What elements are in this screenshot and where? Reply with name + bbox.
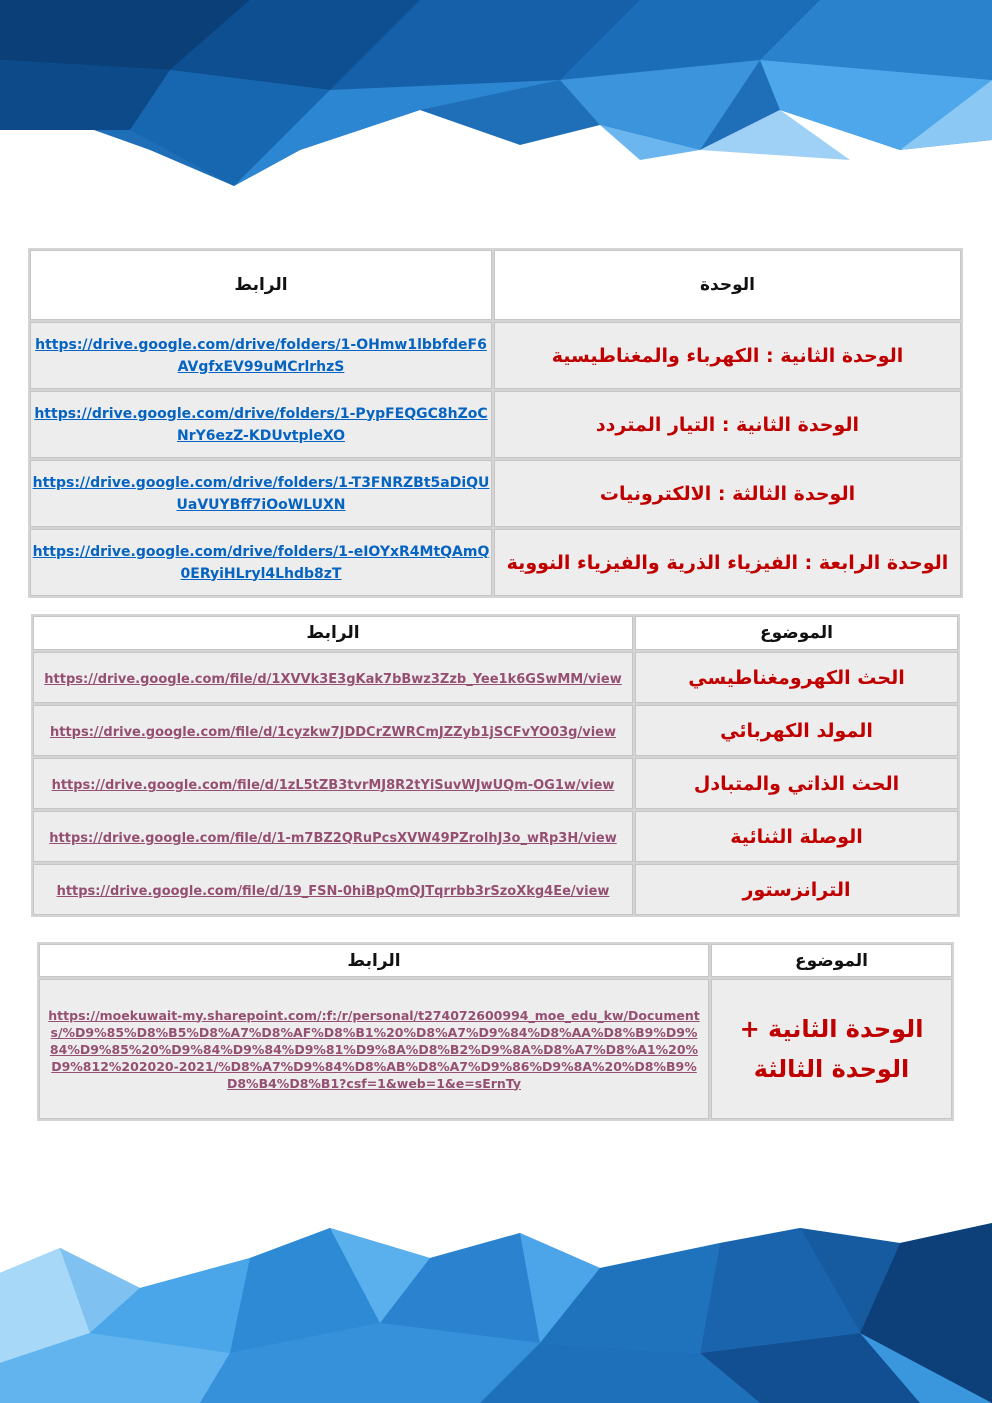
table-row <box>39 979 952 1119</box>
header-topic: الموضوع <box>711 944 952 977</box>
header-link: الرابط <box>39 944 709 977</box>
sharepoint-link[interactable]: https://moekuwait-my.sharepoint.com/:f:/r/personal/t274072600994_moe_edu_kw/Documents/%D9%85%D8%B5%D8%A7%D8%AF%D8%B1%20%D8%A7%D9%84%D8%AA%D8%B9%D9%84%D9%85%20%D9%84%D9%84%D9%81%D9%8A%D8%B2%D9%8A%D8%A7%D8%A1%20%D9%812%202020-2021/%D8%A7%D9%84%D8%AB%D8%A7%D9%86%D9%8A%20%D8%B9%D8%B4%D8%B1?csf=1&web=1&e=sErnTy <box>48 1007 700 1091</box>
top-polygon-banner <box>0 0 992 200</box>
topic-title: المولد الكهربائي <box>720 719 873 742</box>
unit-title: الوحدة الثالثة : الالكترونيات <box>599 482 856 505</box>
topic-title: الوصلة الثنائية <box>730 825 863 848</box>
bottom-polygon-banner <box>0 1213 992 1403</box>
topic-line-2: الوحدة الثالثة <box>753 1055 910 1083</box>
table-row <box>33 758 958 809</box>
topics-table <box>31 614 960 917</box>
units-table <box>28 248 963 598</box>
unit-title: الوحدة الثانية : الكهرباء والمغناطيسية <box>551 344 904 367</box>
table-row <box>33 811 958 862</box>
drive-file-link[interactable]: https://drive.google.com/file/d/19_FSN-0hiBpQmQJTqrrbb3rSzoXkg4Ee/view <box>56 884 610 899</box>
drive-folder-link[interactable]: https://drive.google.com/drive/folders/1-OHmw1lbbfdeF6AVgfxEV99uMCrlrhzS <box>35 336 487 375</box>
drive-file-link[interactable]: https://drive.google.com/file/d/1-m7BZ2QRuPcsXVW49PZrolhJ3o_wRp3H/view <box>49 831 617 846</box>
table-row <box>33 864 958 915</box>
unit-title: الوحدة الرابعة : الفيزياء الذرية والفيزياء النووية <box>506 551 949 574</box>
table-row <box>33 652 958 703</box>
topic-title: الحث الذاتي والمتبادل <box>693 772 900 795</box>
unit-title: الوحدة الثانية : التيار المتردد <box>595 413 860 436</box>
header-topic: الموضوع <box>635 616 958 650</box>
header-link: الرابط <box>30 250 492 320</box>
drive-folder-link[interactable]: https://drive.google.com/drive/folders/1-eIOYxR4MtQAmQ0ERyiHLryl4Lhdb8zT <box>32 543 490 582</box>
table-row <box>30 391 961 458</box>
drive-file-link[interactable]: https://drive.google.com/file/d/1zL5tZB3tvrMJ8R2tYiSuvWJwUQm-OG1w/view <box>51 778 615 793</box>
drive-folder-link[interactable]: https://drive.google.com/drive/folders/1-PypFEQGC8hZoCNrY6ezZ-KDUvtpleXO <box>34 405 488 444</box>
table-row <box>30 460 961 527</box>
topic-title: الحث الكهرومغناطيسي <box>688 666 905 689</box>
topic-title: الترانزستور <box>742 878 851 901</box>
header-unit: الوحدة <box>494 250 961 320</box>
drive-folder-link[interactable]: https://drive.google.com/drive/folders/1-T3FNRZBt5aDiQUUaVUYBff7iOoWLUXN <box>32 474 490 513</box>
drive-file-link[interactable]: https://drive.google.com/file/d/1cyzkw7JDDCrZWRCmJZZyb1jSCFvYO03g/view <box>49 725 616 740</box>
topic-line-1: الوحدة الثانية + <box>739 1015 924 1043</box>
table-row <box>30 322 961 389</box>
sharepoint-table <box>37 942 954 1121</box>
drive-file-link[interactable]: https://drive.google.com/file/d/1XVVk3E3gKak7bBwz3Zzb_Yee1k6GSwMM/view <box>44 672 622 687</box>
header-link: الرابط <box>33 616 633 650</box>
table-row <box>30 529 961 596</box>
table-row <box>33 705 958 756</box>
